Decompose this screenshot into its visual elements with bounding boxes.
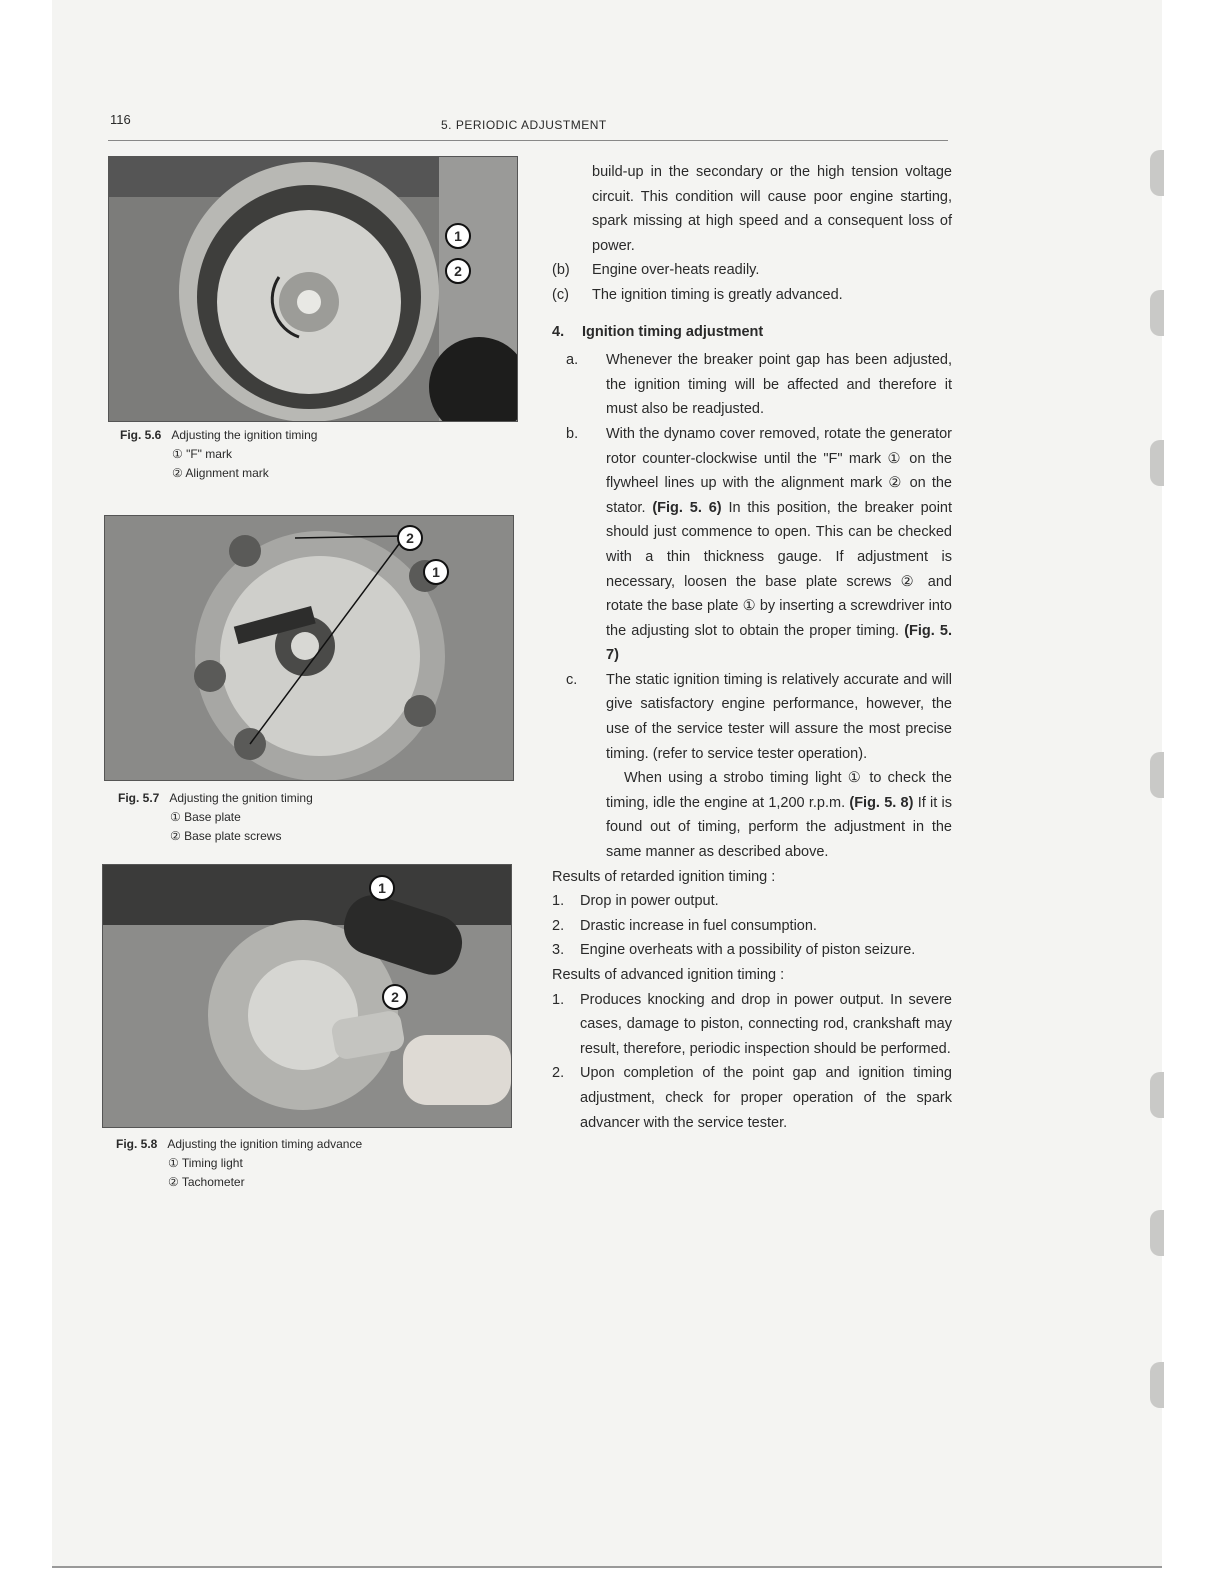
section-title: 5. PERIODIC ADJUSTMENT: [441, 118, 607, 132]
figure-ref: (Fig. 5. 7): [606, 622, 953, 664]
step-text-part: The static ignition timing is relatively accurate and will give satisfactory engine performance, however, the use of the service tester will assure the most precise timing. (refer to service tester operation).: [606, 671, 952, 762]
item-number: 2.: [552, 1065, 565, 1082]
continued-paragraph: build-up in the secondary or the high tension voltage circuit. This condition will cause poor engine starting, spark missing at high speed and a consequent loss of power.: [592, 164, 952, 254]
list-item-c: [552, 283, 952, 308]
figure-label: Fig. 5.6: [120, 428, 162, 442]
callout-1: 1: [423, 559, 449, 585]
figure-ref: (Fig. 5. 6): [652, 499, 722, 516]
step-a: [566, 348, 952, 422]
list-marker: (b): [552, 262, 570, 279]
binder-tab: [1150, 752, 1164, 798]
heading-number: 4.: [552, 323, 565, 340]
body-text-column: [552, 160, 952, 1135]
figure-5-6-caption: [120, 426, 317, 483]
item-text: Drop in power output.: [580, 893, 719, 910]
list-text: Engine over-heats readily.: [592, 262, 760, 279]
step-c: [566, 668, 952, 865]
page-number: 116: [110, 112, 131, 127]
figure-5-6-photo: [108, 156, 518, 422]
step-marker: c.: [566, 671, 578, 688]
figure-ref: (Fig. 5. 8): [849, 794, 914, 811]
caption-item: ① Base plate: [170, 810, 241, 824]
figure-5-7-caption: [118, 789, 313, 846]
figure-label: Fig. 5.8: [116, 1137, 158, 1151]
callout-1: 1: [445, 223, 471, 249]
figure-5-8-photo: [102, 864, 512, 1128]
advanced-item: [552, 1061, 952, 1135]
step-text: [606, 422, 952, 668]
figure-title: Adjusting the ignition timing advance: [167, 1137, 363, 1151]
step-text-part: If it is found out of timing, perform the adjustment in the same manner as described above.: [606, 794, 952, 861]
item-number: 1.: [552, 991, 565, 1008]
caption-item: ② Tachometer: [168, 1175, 245, 1189]
caption-item: ② Alignment mark: [172, 466, 269, 480]
list-item-b: [552, 258, 952, 283]
figure-title: Adjusting the ignition timing: [171, 428, 318, 442]
bottom-rule: [52, 1566, 1162, 1568]
step-text-part: With the dynamo cover removed, rotate the generator rotor counter-clockwise until the "F" mark ① on the flywheel lines up with the alignment mark ② on the stator.: [606, 425, 952, 516]
item-text: Produces knocking and drop in power output. In severe cases, damage to piston, connecting rod, crankshaft may result, therefore, periodic inspection should be performed.: [580, 991, 952, 1057]
figure-5-8-caption: [116, 1135, 362, 1192]
item-number: 2.: [552, 917, 565, 934]
advanced-item: [552, 988, 952, 1062]
heading-text: Ignition timing adjustment: [582, 323, 764, 340]
figure-label: Fig. 5.7: [118, 791, 160, 805]
binder-tab: [1150, 1072, 1164, 1118]
step-text: [606, 668, 952, 865]
header-rule: [108, 140, 948, 141]
figure-title: Adjusting the gnition timing: [169, 791, 313, 805]
binder-tab: [1150, 290, 1164, 336]
binder-tab: [1150, 1210, 1164, 1256]
callout-2: 2: [445, 258, 471, 284]
item-text: Upon completion of the point gap and ignition timing adjustment, check for proper operation of the spark advancer with the service tester.: [580, 1065, 952, 1131]
binder-tab: [1150, 1362, 1164, 1408]
advanced-results-title: Results of advanced ignition timing :: [552, 967, 785, 983]
caption-item: ② Base plate screws: [170, 829, 282, 843]
step-marker: b.: [566, 425, 579, 442]
step-text: Whenever the breaker point gap has been adjusted, the ignition timing will be affected and therefore it must also be readjusted.: [606, 352, 952, 418]
binder-tab: [1150, 150, 1164, 196]
step-text-part: When using a strobo timing light ① to check the timing, idle the engine at 1,200 r.p.m.: [606, 770, 952, 811]
section-heading: [552, 320, 952, 345]
caption-item: ① Timing light: [168, 1156, 243, 1170]
item-number: 1.: [552, 893, 565, 910]
list-text: The ignition timing is greatly advanced.: [592, 286, 843, 303]
item-text: Drastic increase in fuel consumption.: [580, 917, 817, 934]
caption-item: ① "F" mark: [172, 447, 232, 461]
step-marker: a.: [566, 352, 579, 369]
step-b: [566, 422, 952, 668]
list-marker: (c): [552, 286, 569, 303]
item-text: Engine overheats with a possibility of piston seizure.: [580, 942, 916, 959]
figure-5-7-photo: [104, 515, 514, 781]
callout-2: 2: [382, 984, 408, 1010]
retarded-results-title: Results of retarded ignition timing :: [552, 868, 776, 885]
callout-2: 2: [397, 525, 423, 551]
retarded-item: [552, 938, 952, 963]
binder-tab: [1150, 440, 1164, 486]
callout-1: 1: [369, 875, 395, 901]
item-number: 3.: [552, 942, 565, 959]
retarded-item: [552, 914, 952, 939]
step-text-part: In this position, the breaker point should just commence to open. This can be checked with a thin thickness gauge. If adjustment is necessary, loosen the base plate screws ② and rotate the base plate ① by inserting a screwdriver into the adjusting slot to obtain the proper timing.: [606, 499, 953, 639]
retarded-item: [552, 889, 952, 914]
